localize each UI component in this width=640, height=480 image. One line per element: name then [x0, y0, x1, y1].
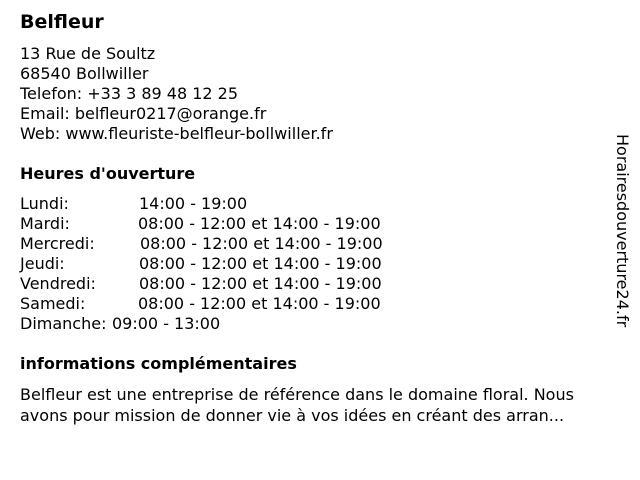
day-label: Jeudi: — [20, 254, 65, 273]
business-name: Belfleur — [20, 11, 104, 33]
time-value: 08:00 - 12:00 et 14:00 - 19:00 — [138, 294, 381, 313]
site-watermark: Horairesdouverture24.fr — [613, 134, 632, 328]
time-value: 08:00 - 12:00 et 14:00 - 19:00 — [139, 274, 382, 293]
day-label: Mercredi: — [20, 234, 95, 253]
address-street: 13 Rue de Soultz — [20, 44, 156, 63]
time-value: 08:00 - 12:00 et 14:00 - 19:00 — [140, 234, 383, 253]
contact-block — [20, 44, 333, 144]
time-value: 14:00 - 19:00 — [139, 194, 248, 213]
day-label: Lundi: — [20, 194, 69, 213]
email-line: Email: belfleur0217@orange.fr — [20, 104, 267, 123]
info-heading: informations complémentaires — [20, 354, 297, 373]
address-city: 68540 Bollwiller — [20, 64, 149, 83]
hours-heading: Heures d'ouverture — [20, 164, 196, 183]
phone-line: Telefon: +33 3 89 48 12 25 — [20, 84, 239, 103]
website-line: Web: www.fleuriste-belfleur-bollwiller.fr — [20, 124, 333, 143]
day-label: Dimanche: — [20, 314, 107, 333]
day-label: Vendredi: — [20, 274, 96, 293]
description-text: Belfleur est une entreprise de référence dans le domaine floral. Nous avons pour mission de donner vie à vos idées en créant des arran... — [20, 385, 574, 425]
time-value: 09:00 - 13:00 — [112, 314, 221, 333]
time-value: 08:00 - 12:00 et 14:00 - 19:00 — [138, 214, 381, 233]
day-label: Mardi: — [20, 214, 70, 233]
day-label: Samedi: — [20, 294, 86, 313]
time-value: 08:00 - 12:00 et 14:00 - 19:00 — [139, 254, 382, 273]
